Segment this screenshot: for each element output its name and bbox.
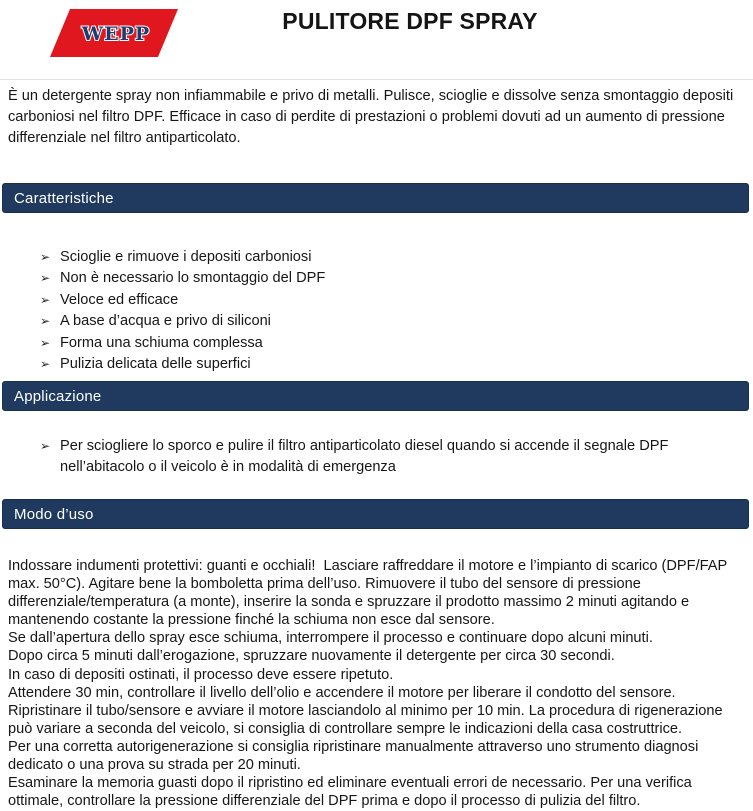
usage-paragraph: In caso di depositi ostinati, il processo deve essere ripetuto. <box>8 666 394 683</box>
usage-paragraph: Esaminare la memoria guasti dopo il ripristino ed eliminare eventuali errori de necessario. Per una verifica ottimale, controllare la pressione differenziale del DPF prima e dopo il processo di pulizia del filtro. <box>8 775 696 810</box>
applicazione-list <box>40 436 739 479</box>
caratteristiche-list <box>40 247 739 375</box>
usage-paragraph: Attendere 30 min, controllare il livello dell’olio e accendere il motore per liberare il condotto del sensore. Ripristinare il tubo/sensore e avviare il motore lasciandolo al minimo per 10 min. La procedura di rigenerazione può variare a seconda del veicolo, si consiglia di controllare sempre le indicazioni della casa costruttrice. <box>8 684 727 737</box>
list-item-text: Veloce ed efficace <box>60 291 179 308</box>
section-header-modo-duso <box>2 499 749 529</box>
section-heading-label: Applicazione <box>14 387 102 405</box>
arrow-bullet-icon: ➢ <box>40 335 51 350</box>
list-item <box>40 436 739 479</box>
arrow-bullet-icon: ➢ <box>40 357 51 372</box>
list-item <box>40 354 739 375</box>
list-item <box>40 290 739 311</box>
list-item <box>40 311 739 332</box>
list-item-text: Scioglie e rimuove i depositi carboniosi <box>60 249 312 265</box>
list-item-text: Forma una schiuma complessa <box>60 334 263 351</box>
page-title: PULITORE DPF SPRAY <box>282 8 538 34</box>
usage-paragraph: Se dall’apertura dello spray esce schiuma, interrompere il processo e continuare dopo alcuni minuti. <box>8 630 653 647</box>
list-item-text: Pulizia delicata delle superfici <box>60 356 251 373</box>
usage-paragraph: Dopo circa 5 minuti dall’erogazione, spruzzare nuovamente il detergente per circa 30 secondi. <box>8 648 615 665</box>
list-item <box>40 333 739 354</box>
logo-wordmark: WEPP <box>81 23 151 45</box>
section-heading-label: Caratteristiche <box>14 189 114 207</box>
section-heading-label: Modo d’uso <box>14 505 94 523</box>
header-divider <box>0 79 753 80</box>
list-item-text: A base d’acqua e privo di siliconi <box>60 313 271 330</box>
list-item-text: Non è necessario lo smontaggio del DPF <box>60 270 326 287</box>
list-item <box>40 247 739 268</box>
section-header-caratteristiche <box>2 183 749 213</box>
usage-paragraph: Per una corretta autorigenerazione si consiglia ripristinare manualmente attraverso uno strumento diagnosi dedicato o una prova su strada per 20 minuti. <box>8 738 703 774</box>
arrow-bullet-icon: ➢ <box>40 314 51 329</box>
arrow-bullet-icon: ➢ <box>40 250 51 264</box>
usage-instructions <box>8 557 745 810</box>
intro-paragraph: È un detergente spray non infiammabile e privo di metalli. Pulisce, scioglie e dissolve senza smontaggio depositi carboniosi nel filtro DPF. Efficace in caso di perdite di prestazioni o problemi dovuti ad un aumento di pressione differenziale nel filtro antiparticolato. <box>8 88 738 146</box>
usage-paragraph: Indossare indumenti protettivi: guanti e occhiali! Lasciare raffreddare il motore e l’impianto di scarico (DPF/FAP max. 50°C). Agitare bene la bomboletta prima dell’uso. Rimuovere il tubo del sensore di pressione differenziale/temperatura (a monte), inserire la sonda e spruzzare il prodotto massimo 2 minuti agitando e mantenendo costante la pressione finché la schiuma non esce dal sensore. <box>8 558 732 629</box>
arrow-bullet-icon: ➢ <box>40 271 51 286</box>
arrow-bullet-icon: ➢ <box>40 439 51 453</box>
arrow-bullet-icon: ➢ <box>40 292 51 307</box>
list-item-text: Per sciogliere lo sporco e pulire il filtro antiparticolato diesel quando si accende il segnale DPF nell’abitacolo o il veicolo è in modalità di emergenza <box>60 438 669 476</box>
list-item <box>40 268 739 289</box>
section-header-applicazione <box>2 381 749 411</box>
